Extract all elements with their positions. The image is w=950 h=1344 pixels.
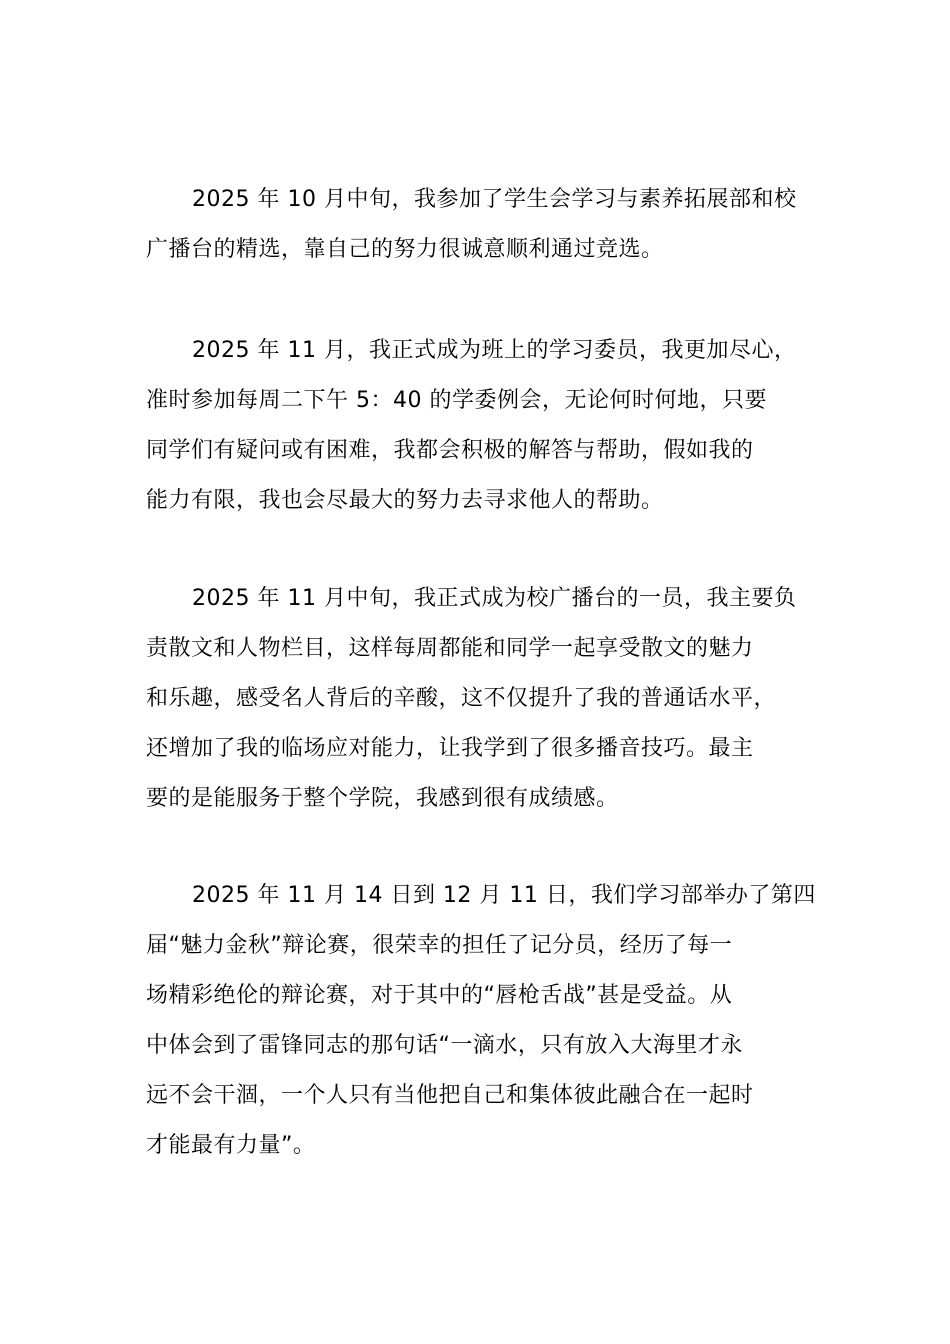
paragraph-line: 广播台的精选，靠自己的努力很诚意顺利通过竞选。 xyxy=(146,237,664,262)
paragraph-line: 2025 年 10 月中旬，我参加了学生会学习与素养拓展部和校 xyxy=(192,187,797,212)
paragraph-line: 责散文和人物栏目，这样每周都能和同学一起享受散文的魅力 xyxy=(146,636,754,661)
paragraph-line: 才能最有力量”。 xyxy=(146,1133,316,1158)
paragraph-line: 届“魅力金秋”辩论赛，很荣幸的担任了记分员，经历了每一 xyxy=(146,933,733,958)
paragraph-2 xyxy=(146,326,826,526)
paragraph-line: 准时参加每周二下午 5：40 的学委例会，无论何时何地，只要 xyxy=(146,388,767,413)
paragraph-line: 能力有限，我也会尽最大的努力去寻求他人的帮助。 xyxy=(146,488,664,513)
paragraph-line: 场精彩绝伦的辩论赛，对于其中的“唇枪舌战”甚是受益。从 xyxy=(146,983,733,1008)
paragraph-4 xyxy=(146,871,826,1171)
paragraph-line: 远不会干涸，一个人只有当他把自己和集体彼此融合在一起时 xyxy=(146,1083,754,1108)
paragraph-line: 和乐趣，感受名人背后的辛酸，这不仅提升了我的普通话水平， xyxy=(146,686,777,711)
paragraph-line: 2025 年 11 月 14 日到 12 月 11 日，我们学习部举办了第四 xyxy=(192,883,816,908)
paragraph-line: 要的是能服务于整个学院，我感到很有成绩感。 xyxy=(146,786,619,811)
paragraph-line: 同学们有疑问或有困难，我都会积极的解答与帮助，假如我的 xyxy=(146,438,754,463)
paragraph-3 xyxy=(146,574,826,824)
paragraph-line: 2025 年 11 月中旬，我正式成为校广播台的一员，我主要负 xyxy=(192,586,797,611)
paragraph-line: 2025 年 11 月，我正式成为班上的学习委员，我更加尽心， xyxy=(192,338,797,363)
paragraph-line: 中体会到了雷锋同志的那句话“一滴水，只有放入大海里才永 xyxy=(146,1033,743,1058)
paragraph-1 xyxy=(146,175,826,275)
paragraph-line: 还增加了我的临场应对能力，让我学到了很多播音技巧。最主 xyxy=(146,736,754,761)
